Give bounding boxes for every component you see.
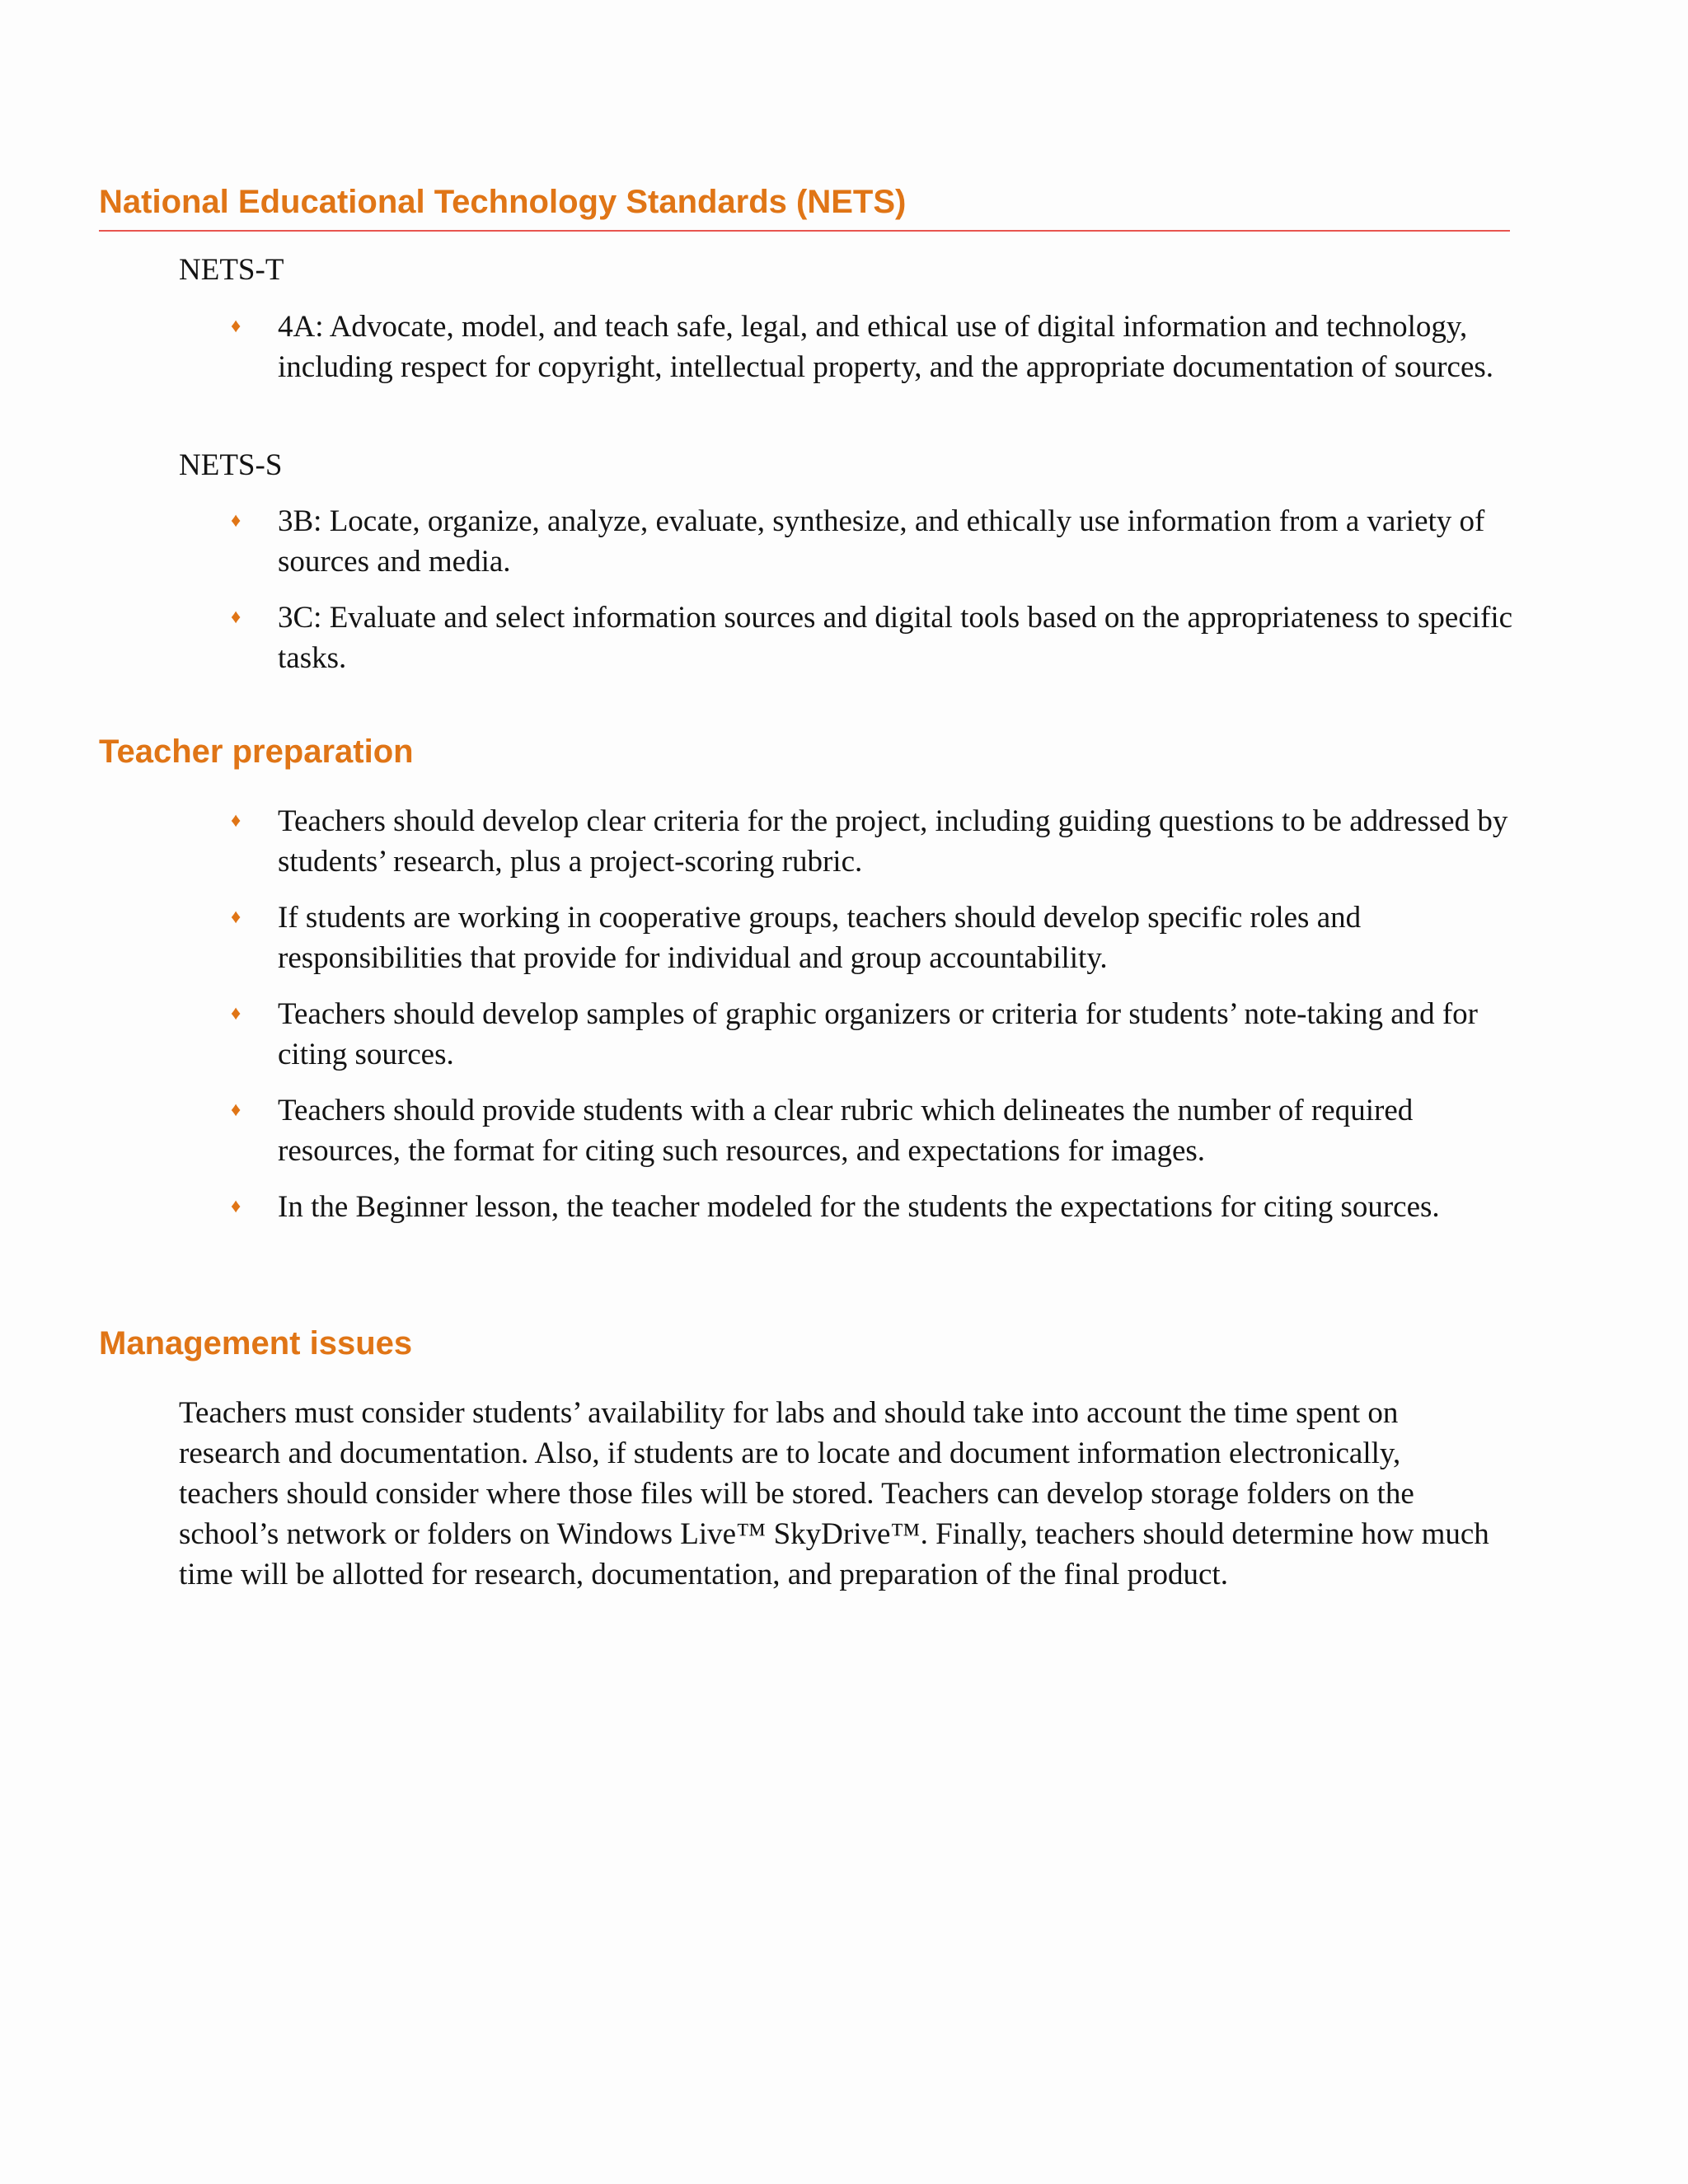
diamond-bullet-icon: ♦ xyxy=(231,510,241,532)
list-item-text: Teachers should develop clear criteria for the project, including guiding questions to be addressed by students’ research, plus a project-scoring rubric. xyxy=(278,804,1508,879)
nets-s-list xyxy=(231,501,1517,678)
list-item-text: 3B: Locate, organize, analyze, evaluate, synthesize, and ethically use information from a variety of sources and media. xyxy=(278,504,1485,579)
list-item xyxy=(231,898,1517,978)
list-item xyxy=(231,801,1517,882)
nets-heading: National Educational Technology Standards (NETS) xyxy=(99,184,907,220)
diamond-bullet-icon: ♦ xyxy=(231,1196,241,1217)
teacher-preparation-list xyxy=(231,801,1517,1227)
list-item xyxy=(231,994,1517,1075)
management-issues-heading: Management issues xyxy=(99,1325,413,1361)
list-item xyxy=(231,598,1517,678)
teacher-preparation-heading: Teacher preparation xyxy=(99,733,414,770)
diamond-bullet-icon: ♦ xyxy=(231,907,241,928)
diamond-bullet-icon: ♦ xyxy=(231,1099,241,1121)
list-item xyxy=(231,1187,1517,1227)
diamond-bullet-icon: ♦ xyxy=(231,810,241,832)
management-issues-paragraph: Teachers must consider students’ availability for labs and should take into account the time spent on research and documentation. Also, if students are to locate and document information electronically, teachers should consider where those files will be stored. Teachers can develop storage folders on the school’s network or folders on Windows Live™ SkyDrive™. Finally, teachers should determine how much time will be allotted for research, documentation, and preparation of the final product. xyxy=(179,1396,1489,1591)
list-item xyxy=(231,1090,1517,1171)
list-item-text: Teachers should provide students with a clear rubric which delineates the number of required resources, the format for citing such resources, and expectations for images. xyxy=(278,1094,1414,1168)
list-item-text: In the Beginner lesson, the teacher modeled for the students the expectations for citing sources. xyxy=(278,1190,1440,1224)
list-item xyxy=(231,501,1517,582)
list-item-text: Teachers should develop samples of graphic organizers or criteria for students’ note-taking and for citing sources. xyxy=(278,997,1479,1071)
nets-s-label: NETS-S xyxy=(179,448,283,482)
diamond-bullet-icon: ♦ xyxy=(231,1003,241,1024)
diamond-bullet-icon: ♦ xyxy=(231,316,241,337)
list-item-text: 3C: Evaluate and select information sources and digital tools based on the appropriateness to specific tasks. xyxy=(278,601,1513,675)
list-item-text: If students are working in cooperative groups, teachers should develop specific roles and responsibilities that provide for individual and group accountability. xyxy=(278,901,1362,975)
list-item xyxy=(231,307,1517,387)
nets-t-list xyxy=(231,307,1517,387)
diamond-bullet-icon: ♦ xyxy=(231,607,241,628)
heading-underline xyxy=(99,230,1510,232)
nets-t-label: NETS-T xyxy=(179,253,284,287)
list-item-text: 4A: Advocate, model, and teach safe, legal, and ethical use of digital information and technology, including respect for copyright, intellectual property, and the appropriate documentation of sources. xyxy=(278,310,1494,384)
